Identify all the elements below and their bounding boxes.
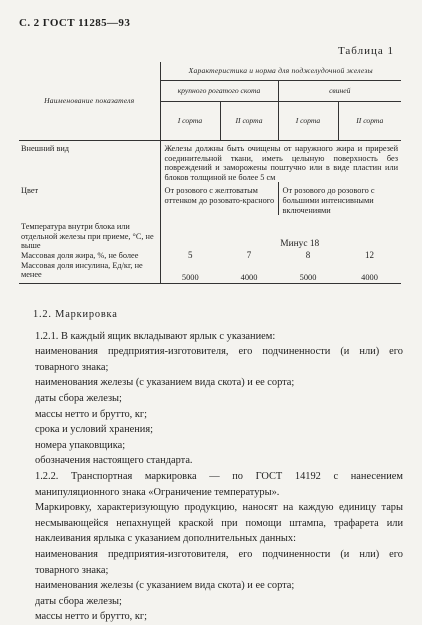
header-cattle-grade1: I сорта [160, 102, 220, 141]
page-header: С. 2 ГОСТ 11285—93 [19, 17, 131, 29]
paragraph: Маркировку, характеризующую продукцию, наносят на каждую единицу тары несмывающейся непахнущей краской при помощи штампа, трафарета или наклеивания ярлыка с указанием дополнительных данных: [35, 502, 403, 545]
table-row [19, 251, 401, 261]
row-name: Массовая доля жира, %, не более [19, 251, 160, 261]
color-cattle: От розового с желтоватым оттенком до розовато-красного [160, 182, 278, 215]
list-item: наименования железы (с указанием вида скота) и ее сорта; [35, 580, 295, 592]
header-pigs-grade1: I сорта [278, 102, 338, 141]
row-value: Железы должны быть очищены от наружного жира и прирезей соединительной ткани, иметь целыную поверхность без повреждений и заморожены поштучно или в виде пластин или блоков толщиной не более 5 см [164, 144, 399, 182]
fat-cattle-grade2: 7 [246, 249, 252, 260]
row-name: Внешний вид [19, 141, 160, 183]
list-item: наименования предприятия-изготовителя, его подчиненности (и нли) его товарного знака; [35, 548, 403, 576]
list-item: массы нетто и брутто, кг; [35, 611, 148, 623]
table-row [19, 141, 401, 183]
fat-cattle-grade1: 5 [188, 249, 193, 260]
fat-pigs-grade1: 8 [305, 249, 311, 260]
insulin-pigs-grade1: 5000 [278, 261, 338, 284]
table-row [19, 261, 401, 284]
row-name: Цвет [19, 182, 160, 215]
list-item: даты сбора железы; [35, 392, 122, 404]
row-name: Массовая доля инсулина, Ед/кг, не менее [19, 261, 160, 284]
row-name: Температура внутри блока или отдельной железы при приеме, °С, не выше [19, 215, 160, 251]
section-heading: 1.2. Маркировка [33, 309, 118, 320]
specification-table [19, 62, 401, 284]
paragraph: 1.2.1. В каждый ящик вкладывают ярлык с указанием: [35, 330, 276, 342]
list-item: наименования предприятия-изготовителя, его подчиненности (и нли) его товарного знака; [35, 346, 403, 373]
temperature-value: Минус 18 [280, 239, 320, 250]
insulin-cattle-grade1: 5000 [160, 261, 220, 284]
list-item: срока и условий хранения; [35, 424, 154, 436]
paragraph: 1.2.2. Транспортная маркировка — по ГОСТ 14192 с нанесением манипуляционного знака «Ограничение температуры». [35, 470, 403, 498]
list-item: обозначения настоящего стандарта. [35, 455, 193, 467]
color-pigs: От розового до розового с большими интенсивными включениями [282, 186, 375, 215]
marking-section [19, 307, 403, 625]
header-cattle-grade2: II сорта [220, 102, 278, 141]
table-row [19, 182, 401, 215]
list-item: массы нетто и брутто, кг; [35, 408, 148, 420]
table-row [19, 215, 401, 251]
list-item: номера упаковщика; [35, 439, 126, 451]
header-pigs: свиней [278, 81, 401, 102]
insulin-pigs-grade2: 4000 [338, 261, 401, 284]
table-caption: Таблица 1 [337, 45, 394, 57]
header-cattle: крупного рогатого скота [160, 81, 278, 102]
header-group: Характеристика и норма для поджелудочной железы [160, 62, 401, 81]
list-item: даты сбора железы; [35, 595, 122, 607]
header-param: Наименование показателя [19, 62, 160, 141]
header-pigs-grade2: II сорта [338, 102, 401, 141]
list-item: наименования железы (с указанием вида скота) и ее сорта; [35, 377, 295, 389]
insulin-cattle-grade2: 4000 [220, 261, 278, 284]
fat-pigs-grade2: 12 [365, 249, 375, 260]
